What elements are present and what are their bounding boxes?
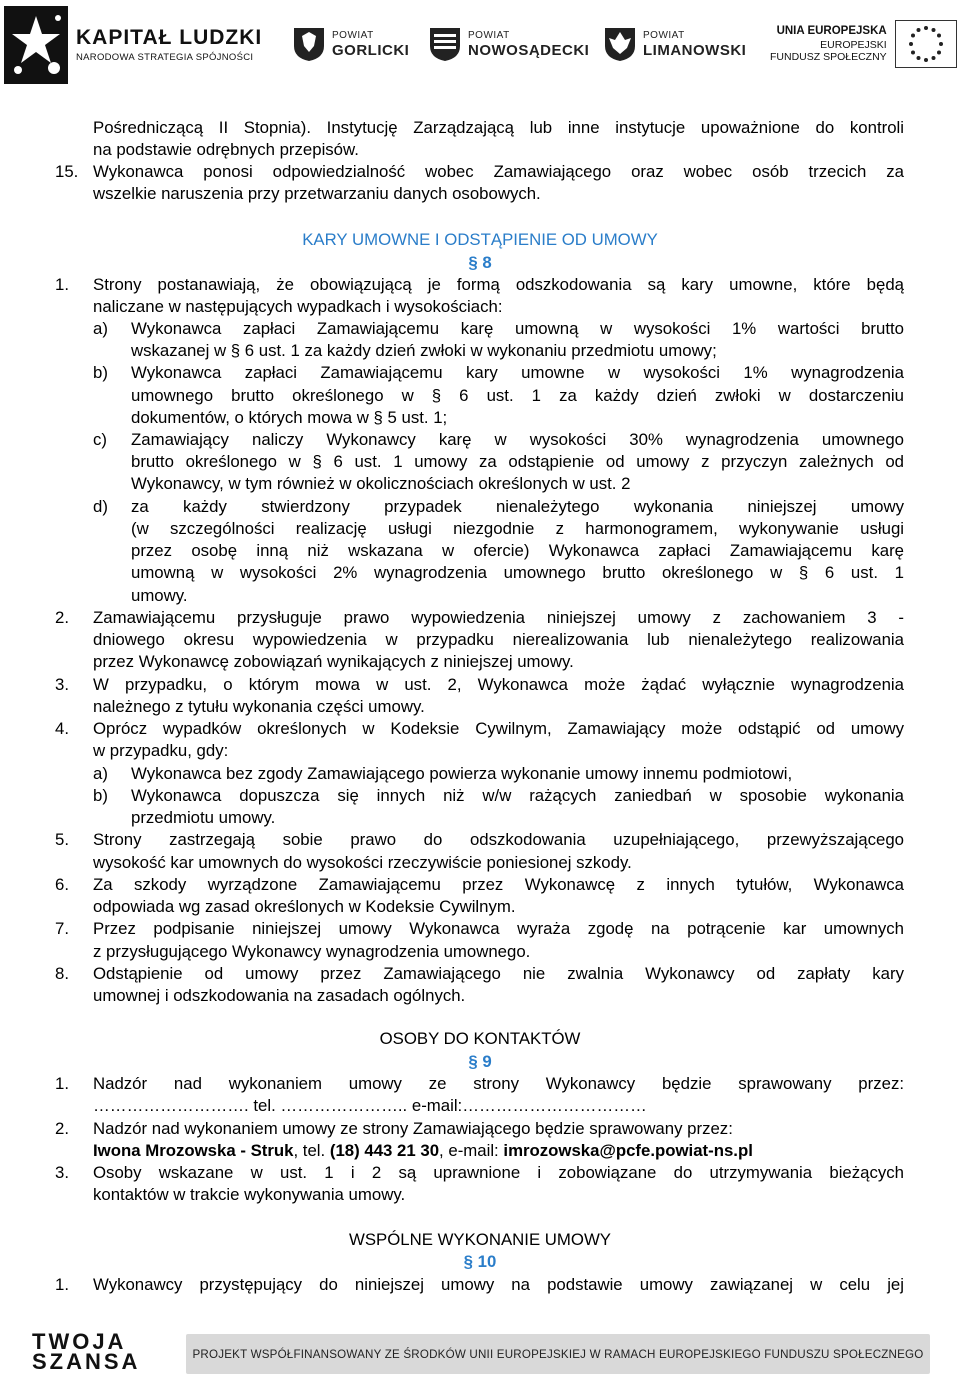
text-line: Odstąpienie od umowy przez Zamawiającego nie zwalnia Wykonawcy od zapłaty kary bbox=[93, 964, 904, 983]
text-line: brutto określonego w § 6 ust. 1 umowy za odstąpienie od umowy z przyczyn zależnych od bbox=[131, 452, 904, 471]
sub-item-letter: a) bbox=[93, 319, 108, 338]
text-line: przez osobę inną niż wskazana w ofercie) Wykonawca zapłaci Zamawiającemu karę bbox=[131, 541, 904, 560]
szansa-text: SZANSA bbox=[32, 1349, 141, 1374]
cofinancing-text: PROJEKT WSPÓŁFINANSOWANY ZE ŚRODKÓW UNII EUROPEJSKIEJ W RAMACH EUROPEJSKIEGO FUNDUSZU SPOŁECZNEGO bbox=[192, 1347, 924, 1361]
item-number: 8. bbox=[55, 964, 69, 983]
item-number: 1. bbox=[55, 1074, 69, 1093]
eu-flag-icon bbox=[895, 20, 957, 68]
text-line: Wykonawca zapłaci Zamawiającemu kary umowne w wysokości 1% wynagrodzenia bbox=[131, 363, 904, 382]
text-line: Wykonawca ponosi odpowiedzialność wobec Zamawiającego oraz wobec osób trzecich za bbox=[93, 162, 904, 181]
gorlicki-crest-icon bbox=[292, 26, 326, 62]
contact-placeholder-line: ………………………. tel. ………………….. e-mail:…………………………… bbox=[93, 1096, 647, 1115]
item-number: 15. bbox=[55, 162, 79, 181]
item-number: 2. bbox=[55, 1119, 69, 1138]
powiat-name: GORLICKI bbox=[332, 41, 410, 59]
section-heading-kary: KARY UMOWNE I ODSTĄPIENIE OD UMOWY bbox=[302, 230, 658, 249]
text-line: umownej i odszkodowania na zasadach ogólnych. bbox=[93, 986, 466, 1005]
text-line: Strony postanawiają, że obowiązującą je formą odszkodowania są kary umowne, które będą bbox=[93, 275, 904, 294]
text-line: naliczane w następujących wypadkach i wysokościach: bbox=[93, 297, 503, 316]
page-footer bbox=[0, 1326, 960, 1379]
text-line: Za szkody wyrządzone Zamawiającemu przez Wykonawcę z innych tytułów, Wykonawca bbox=[93, 875, 904, 894]
item-number: 4. bbox=[55, 719, 69, 738]
text-line: Wykonawca dopuszcza się innych niż w/w rażących zaniedbań w sposobie wykonania bbox=[131, 786, 904, 805]
text-line: umowy. bbox=[131, 586, 188, 605]
sub-item-letter: d) bbox=[93, 497, 108, 516]
powiat-name: NOWOSĄDECKI bbox=[468, 41, 590, 59]
kapital-ludzki-logo bbox=[4, 6, 262, 84]
text-line: z przysługującego Wykonawcy wynagrodzenia umownego. bbox=[93, 942, 531, 961]
text-line: Pośredniczącą II Stopnia). Instytucję Zarządzającą lub inne instytucje upoważnione do kontroli bbox=[93, 118, 904, 137]
text-line: Wykonawca zapłaci Zamawiającemu karę umowną w wysokości 1% wartości brutto bbox=[131, 319, 904, 338]
text-line: Strony zastrzegają sobie prawo do odszkodowania uzupełniającego, przewyższającego bbox=[93, 830, 904, 849]
sub-item-letter: b) bbox=[93, 363, 108, 382]
contact-mail-label: , e-mail: bbox=[439, 1141, 499, 1160]
contact-tel-label: , tel. bbox=[293, 1141, 326, 1160]
section-heading-kontakty: OSOBY DO KONTAKTÓW bbox=[379, 1029, 581, 1048]
text-line: wskazanej w § 6 ust. 1 za każdy dzień zwłoki w wykonaniu przedmiotu umowy; bbox=[131, 341, 717, 360]
text-line: dniowego okresu wypowiedzenia w przypadku nierealizowania lub nienależytego realizowania bbox=[93, 630, 904, 649]
eu-efs-logo bbox=[770, 20, 957, 68]
kl-title: KAPITAŁ LUDZKI bbox=[76, 26, 263, 49]
text-line: Wykonawcy przystępujący do niniejszej umowy na podstawie umowy zawiązanej w celu jej bbox=[93, 1275, 904, 1294]
section-heading-wspolne: WSPÓLNE WYKONANIE UMOWY bbox=[349, 1230, 611, 1249]
powiat-gorlicki-logo bbox=[292, 26, 409, 62]
item-number: 3. bbox=[55, 1163, 69, 1182]
contact-email: imrozowska@pcfe.powiat-ns.pl bbox=[503, 1141, 753, 1160]
text-line: na podstawie odrębnych przepisów. bbox=[93, 140, 359, 159]
text-line: Przez podpisanie niniejszej umowy Wykonawca wyraża zgodę na potrącenie kar umownych bbox=[93, 919, 904, 938]
text-line: wszelkie naruszenia przy przetwarzaniu danych osobowych. bbox=[93, 184, 541, 203]
twoja-text: TWOJA bbox=[32, 1329, 127, 1354]
sub-item-letter: c) bbox=[93, 430, 107, 449]
contact-details-line bbox=[93, 1140, 904, 1162]
powiat-limanowski-logo bbox=[603, 26, 746, 62]
powiat-name: LIMANOWSKI bbox=[643, 41, 747, 59]
item-number: 2. bbox=[55, 608, 69, 627]
kapital-ludzki-star-icon bbox=[4, 6, 68, 84]
powiat-label: POWIAT bbox=[468, 29, 510, 41]
text-line: umownego brutto określonego w § 6 ust. 1 za każdy dzień zwłoki w dostarczeniu bbox=[131, 386, 904, 405]
item-number: 3. bbox=[55, 675, 69, 694]
text-line: umowną w wysokości 2% wynagrodzenia umownego brutto określonego w § 6 ust. 1 bbox=[131, 563, 904, 582]
twoja-szansa-logo bbox=[32, 1329, 141, 1374]
text-line: (w szczególności realizację usługi niezgodnie z harmonogramem, wykonywanie usługi bbox=[131, 519, 904, 538]
section-number-10: § 10 bbox=[463, 1252, 497, 1271]
text-line: kontaktów w trakcie wykonywania umowy. bbox=[93, 1185, 406, 1204]
text-line: Wykonawca bez zgody Zamawiającego powierza wykonanie umowy innemu podmiotowi, bbox=[131, 764, 793, 783]
text-line: przedmiotu umowy. bbox=[131, 808, 276, 827]
powiat-nowosadecki-logo bbox=[428, 26, 589, 62]
item-number: 5. bbox=[55, 830, 69, 849]
text-line: Nadzór nad wykonaniem umowy ze strony Wykonawcy będzie sprawowany przez: bbox=[93, 1074, 904, 1093]
kl-subtitle: NARODOWA STRATEGIA SPÓJNOŚCI bbox=[76, 52, 254, 63]
nowosadecki-crest-icon bbox=[428, 26, 462, 62]
powiat-label: POWIAT bbox=[332, 29, 374, 41]
contact-tel: (18) 443 21 30 bbox=[329, 1141, 440, 1160]
powiat-label: POWIAT bbox=[643, 29, 685, 41]
item-number: 1. bbox=[55, 275, 69, 294]
sub-item-letter: b) bbox=[93, 786, 108, 805]
text-line: Zamawiający naliczy Wykonawcy karę w wysokości 30% wynagrodzenia umownego bbox=[131, 430, 904, 449]
text-line: wysokość kar umownych do wysokości rzeczywiście poniesionej szkody. bbox=[93, 853, 632, 872]
eu-line2: EUROPEJSKI bbox=[820, 38, 887, 51]
text-line: przez Wykonawcę zobowiązań wynikających z niniejszej umowy. bbox=[93, 652, 574, 671]
text-line: dokumentów, o których mowa w § 5 ust. 1; bbox=[131, 408, 448, 427]
text-line: za każdy stwierdzony przypadek nienależytego wykonania niniejszej umowy bbox=[131, 497, 904, 516]
section-number-8: § 8 bbox=[468, 253, 492, 272]
text-line: W przypadku, o którym mowa w ust. 2, Wykonawca może żądać wyłącznie wynagrodzenia bbox=[93, 675, 904, 694]
eu-line3: FUNDUSZ SPOŁECZNY bbox=[770, 50, 887, 63]
text-line: Oprócz wypadków określonych w Kodeksie Cywilnym, Zamawiający może odstąpić od umowy bbox=[93, 719, 904, 738]
eu-line1: UNIA EUROPEJSKA bbox=[776, 25, 887, 38]
cofinancing-band bbox=[186, 1334, 930, 1374]
item-number: 7. bbox=[55, 919, 69, 938]
text-line: należnego z tytułu wykonania części umowy. bbox=[93, 697, 425, 716]
text-line: Zamawiającemu przysługuje prawo wypowiedzenia niniejszej umowy z zachowaniem 3 - bbox=[93, 608, 904, 627]
text-line: Osoby wskazane w ust. 1 i 2 są uprawnione i zobowiązane do utrzymywania bieżących bbox=[93, 1163, 904, 1182]
text-line: w przypadku, gdy: bbox=[93, 741, 229, 760]
section-number-9: § 9 bbox=[468, 1052, 492, 1071]
contact-person-name: Iwona Mrozowska - Struk bbox=[93, 1141, 294, 1160]
text-line: Nadzór nad wykonaniem umowy ze strony Zamawiającego będzie sprawowany przez: bbox=[93, 1119, 733, 1138]
text-line: odpowiada wg zasad określonych w Kodeksie Cywilnym. bbox=[93, 897, 516, 916]
text-line: Wykonawcy, w tym również w okolicznościach określonych w ust. 2 bbox=[131, 474, 631, 493]
item-number: 1. bbox=[55, 1275, 69, 1294]
sub-item-letter: a) bbox=[93, 764, 108, 783]
page-header bbox=[0, 0, 960, 100]
limanowski-crest-icon bbox=[603, 26, 637, 62]
item-number: 6. bbox=[55, 875, 69, 894]
